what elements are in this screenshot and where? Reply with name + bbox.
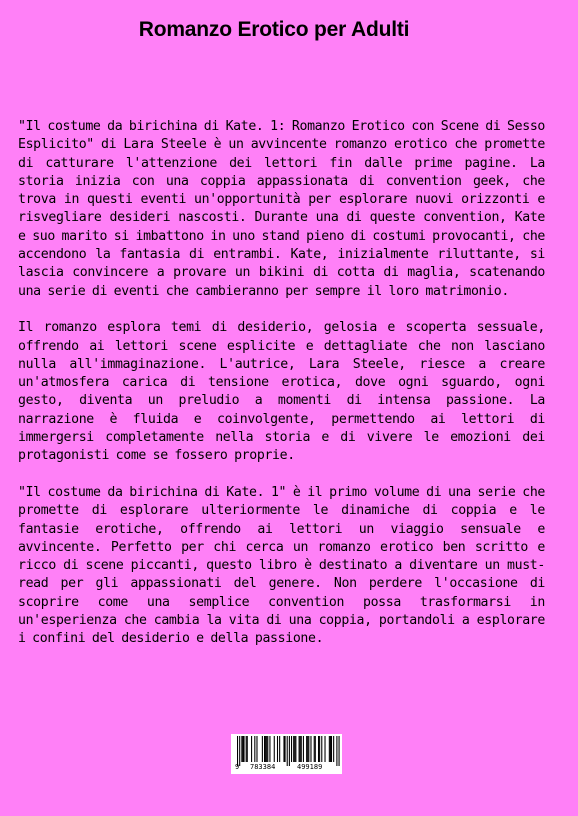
barcode-bar — [319, 736, 320, 762]
barcode-lead-digit: 9 — [235, 763, 240, 771]
barcode-bar — [329, 736, 330, 762]
barcode-bar — [315, 736, 316, 762]
barcode-bar — [242, 736, 243, 762]
barcode-bar — [299, 736, 300, 762]
barcode-bar — [243, 736, 244, 762]
barcode-digits — [231, 762, 342, 772]
barcode-bar — [262, 736, 263, 762]
barcode-bar — [265, 736, 266, 762]
barcode-right-digits: 499189 — [297, 763, 323, 771]
barcode-bar — [264, 736, 265, 762]
barcode-bar — [256, 736, 257, 762]
barcode-bar — [300, 736, 301, 762]
barcode-bar — [267, 736, 268, 762]
barcode-bar — [324, 736, 325, 762]
barcode-bar — [331, 736, 332, 762]
barcode-bar — [308, 736, 309, 762]
barcode-bar — [293, 736, 294, 762]
barcode-bar — [247, 736, 248, 762]
barcode-bar — [285, 736, 286, 762]
barcode-bar — [314, 736, 315, 762]
barcode-bar — [294, 736, 295, 762]
barcode-bar — [277, 736, 278, 762]
barcode-bar — [254, 736, 255, 762]
isbn-barcode — [231, 734, 342, 774]
description-paragraph-3: "Il costume da birichina di Kate. 1" è il primo volume di una serie che promette di esplorare ulteriormente le dinamiche di coppia e le fantasie erotiche, offrendo ai lettori un viaggio sensuale e avvincente. Perfetto per chi cerca un romanzo erotico ben scritto e ricco di scene piccanti, questo libro è destinato a diventare un must-read per gli appassionati del genere. Non perdere l'occasione di scoprire come una semplice convention possa trasformarsi in un'esperienza che cambia la vita di una coppia, portandoli a esplorare i confini del desiderio e della passione. — [18, 484, 545, 647]
book-description — [18, 118, 545, 667]
barcode-bar — [266, 736, 267, 762]
barcode-bar — [246, 736, 247, 762]
barcode-bar — [330, 736, 331, 762]
barcode-bar — [318, 736, 319, 762]
barcode-bar — [310, 736, 311, 762]
barcode-bar — [269, 736, 270, 762]
barcode-bar — [301, 736, 302, 762]
barcode-bar — [279, 736, 280, 762]
barcode-bar — [306, 736, 307, 762]
barcode-bar — [291, 736, 292, 762]
description-paragraph-2: Il romanzo esplora temi di desiderio, gelosia e scoperta sessuale, offrendo ai lettori scene esplicite e dettagliate che non lasciano nulla all'immaginazione. L'autrice, Lara Steele, riesce a creare un'atmosfera carica di tensione erotica, dove ogni sguardo, ogni gesto, diventa un preludio a momenti di intensa passione. La narrazione è fluida e coinvolgente, permettendo ai lettori di immergersi completamente nella storia e di vivere le emozioni dei protagonisti come se fossero proprie. — [18, 320, 545, 464]
page-title: Romanzo Erotico per Adulti — [138, 18, 410, 41]
description-paragraph-1: "Il costume da birichina di Kate. 1: Romanzo Erotico con Scene di Sesso Esplicito" di Lara Steele è un avvincente romanzo erotico che promette di catturare l'attenzione dei lettori fin dalle prime pagine. La storia inizia con una coppia appassionata di convention geek, che trova in questi eventi un'opportunità per esplorare nuovi orizzonti e risvegliare desideri nascosti. Durante una di queste convention, Kate e suo marito si imbattono in uno stand pieno di costumi provocanti, che accendono la fantasia di entrambi. Kate, inizialmente riluttante, si lascia convincere a provare un bikini di cotta di maglia, scatenando una serie di eventi che cambieranno per sempre il loro matrimonio. — [18, 119, 545, 299]
barcode-bar — [295, 736, 296, 762]
barcode-bar — [333, 736, 334, 762]
barcode-bar — [321, 736, 322, 762]
barcode-left-digits: 783384 — [250, 763, 276, 771]
barcode-bar — [274, 736, 275, 762]
barcode-bar — [303, 736, 304, 762]
barcode-bar — [241, 736, 242, 762]
barcode-bar — [251, 736, 252, 762]
barcode-bar — [307, 736, 308, 762]
barcode-bar — [283, 736, 284, 762]
